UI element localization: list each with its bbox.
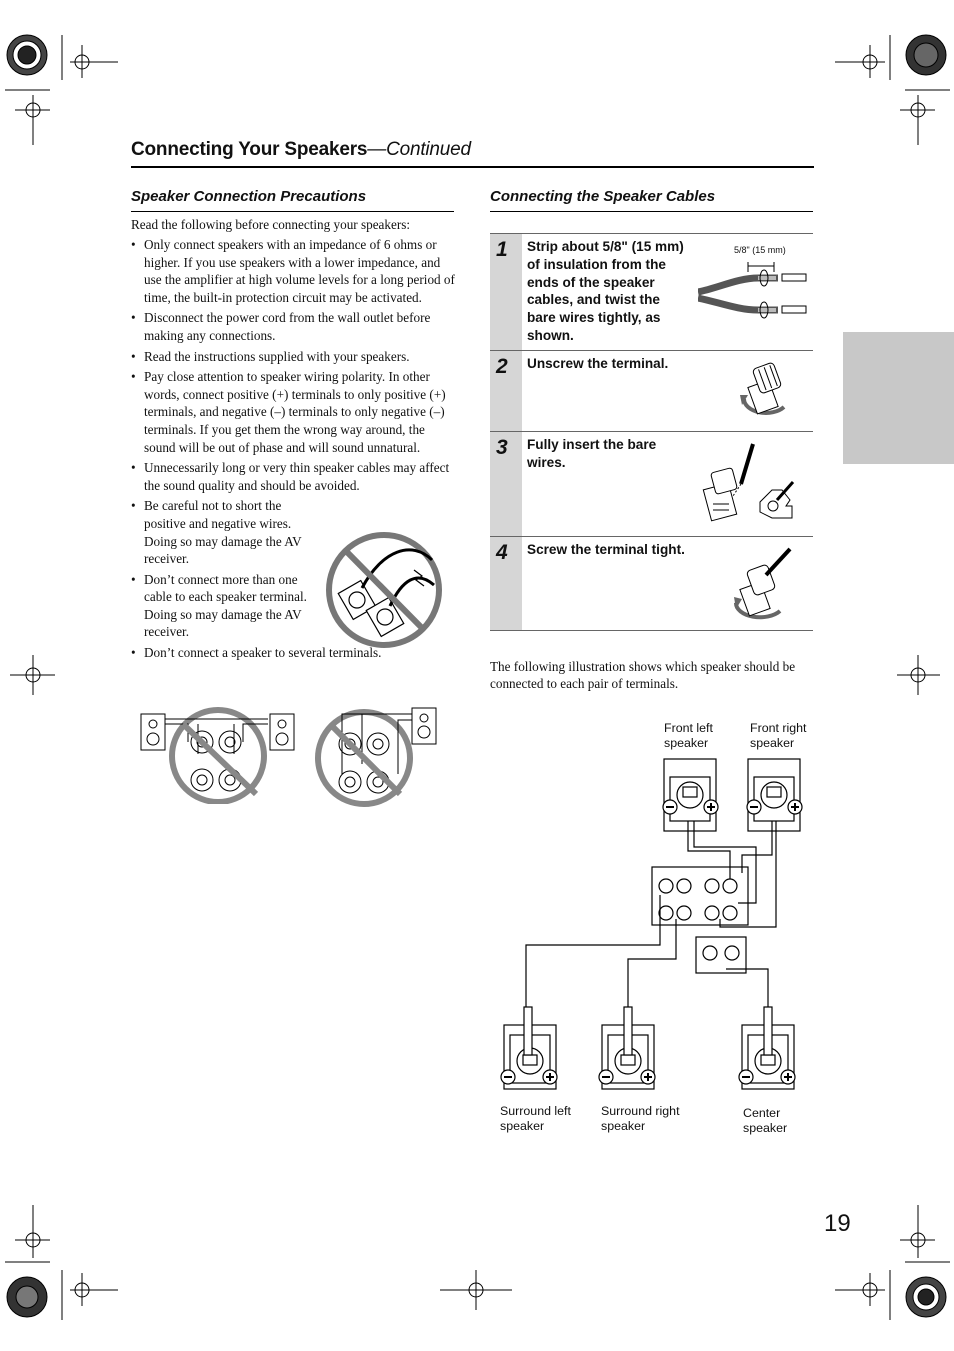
surround-left-label: Surround left speaker bbox=[500, 1104, 571, 1133]
step-number-cell bbox=[490, 351, 522, 431]
wrong-connection-illustration-1 bbox=[138, 704, 300, 804]
speaker-wiring-diagram bbox=[490, 755, 814, 1095]
precautions-intro: Read the following before connecting your speakers: bbox=[131, 217, 411, 232]
list-item: • Don’t connect a speaker to several terminals. bbox=[131, 644, 455, 662]
step-text: Fully insert the bare wires. bbox=[527, 437, 657, 470]
step-text: Unscrew the terminal. bbox=[527, 356, 669, 371]
step-text: Strip about 5/8" (15 mm) of insulation from the ends of the speaker cables, and twist the bare wires tightly, as shown. bbox=[527, 239, 684, 343]
unscrew-terminal-illustration bbox=[734, 359, 794, 425]
center-label: Center speaker bbox=[743, 1106, 788, 1135]
precautions-heading: Speaker Connection Precautions bbox=[131, 188, 367, 205]
list-item: • Only connect speakers with an impedance of 6 ohms or higher. If you use speakers with a lower impedance, and use the amplifier at high volume levels for a long period of time, the built-in protection circuit may be activated. bbox=[131, 236, 455, 306]
page-title bbox=[131, 139, 471, 161]
page-title-suffix: —Continued bbox=[367, 139, 471, 160]
short-circuit-warning-illustration bbox=[322, 530, 446, 650]
step-number-cell bbox=[490, 432, 522, 536]
cables-heading-rule bbox=[490, 211, 813, 212]
cables-heading: Connecting the Speaker Cables bbox=[490, 188, 716, 205]
wrong-connection-illustration-2 bbox=[312, 704, 442, 808]
insert-wire-illustration bbox=[695, 440, 805, 532]
step-4 bbox=[490, 536, 813, 631]
strip-length-label: 5/8" (15 mm) bbox=[734, 245, 786, 255]
strip-wire-illustration bbox=[698, 258, 810, 328]
step-number: 3 bbox=[496, 436, 508, 459]
step-number: 1 bbox=[496, 238, 508, 261]
page-number: 19 bbox=[824, 1210, 851, 1237]
precautions-heading-rule bbox=[131, 211, 454, 212]
front-right-label: Front right speaker bbox=[750, 721, 807, 750]
list-item: • Unnecessarily long or very thin speaker cables may affect the sound quality and should be avoided. bbox=[131, 459, 455, 494]
screw-tight-illustration bbox=[730, 545, 800, 625]
section-tab bbox=[843, 332, 954, 464]
list-item: • Don’t connect more than one cable to each speaker terminal. Doing so may damage the AV receiver. bbox=[131, 571, 324, 641]
list-item: • Be careful not to short the positive and negative wires. Doing so may damage the AV receiver. bbox=[131, 497, 324, 567]
step-number: 4 bbox=[496, 541, 508, 564]
list-item: • Disconnect the power cord from the wall outlet before making any connections. bbox=[131, 309, 455, 344]
surround-right-label: Surround right speaker bbox=[601, 1104, 680, 1133]
step-number-cell bbox=[490, 537, 522, 630]
title-rule bbox=[131, 166, 814, 168]
front-left-label: Front left speaker bbox=[664, 721, 713, 750]
list-item: • Pay close attention to speaker wiring polarity. In other words, connect positive (+) terminals to only positive (+) terminals, and negative (–) terminals to only negative (–) terminals. If you get them the wrong way around, the sound will be out of phase and will sound unnatural. bbox=[131, 368, 455, 456]
page-title-main: Connecting Your Speakers bbox=[131, 139, 368, 160]
step-2 bbox=[490, 350, 813, 431]
step-number: 2 bbox=[496, 355, 508, 378]
step-number-cell bbox=[490, 234, 522, 350]
step-text: Screw the terminal tight. bbox=[527, 542, 685, 557]
step-3 bbox=[490, 431, 813, 536]
list-item: • Read the instructions supplied with your speakers. bbox=[131, 348, 455, 366]
illustration-intro: The following illustration shows which speaker should be connected to each pair of terminals. bbox=[490, 659, 796, 692]
step-1 bbox=[490, 233, 813, 350]
